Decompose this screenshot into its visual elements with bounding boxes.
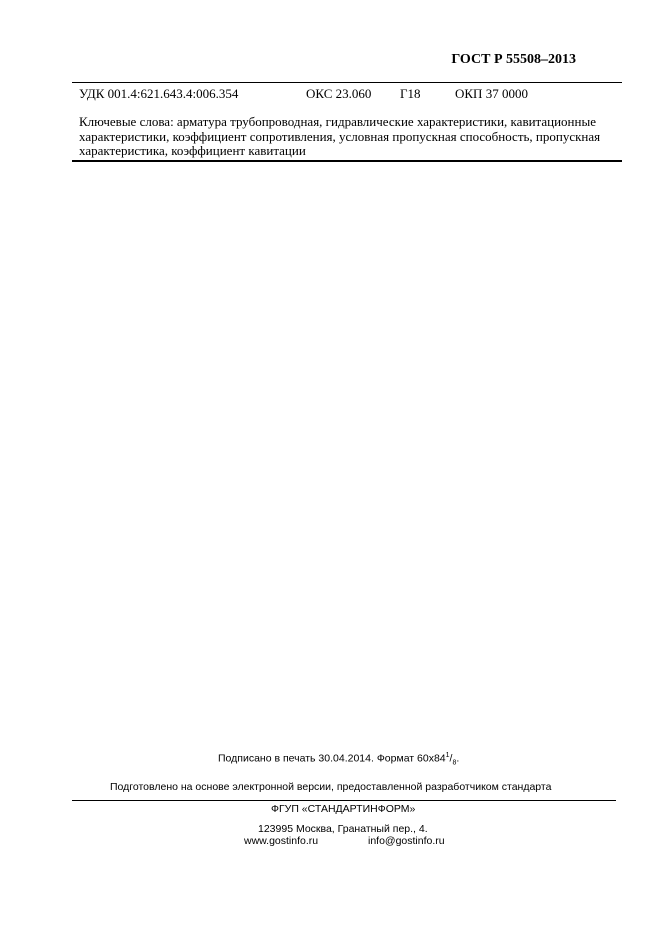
format-numerator: 1	[445, 752, 450, 759]
prepared-note: Подготовлено на основе электронной версии, предоставленной разработчиком стандарта	[110, 781, 552, 793]
udk-code: УДК 001.4:621.643.4:006.354	[79, 86, 239, 101]
keywords-line: характеристики, коэффициент сопротивления, условная пропускная способность, пропускная	[79, 128, 601, 144]
oks-code: ОКС 23.060	[306, 86, 372, 101]
signed-text: Подписано в печать 30.04.2014. Формат 60х84	[218, 752, 446, 765]
keywords-block	[79, 115, 619, 159]
keywords-divider	[72, 160, 622, 162]
signed-for-print: Подписано в печать 30.04.2014. Формат $60х84^1/_8$.	[218, 752, 460, 767]
group-code: Г18	[400, 86, 421, 101]
keywords-line: Ключевые слова: арматура трубопроводная, гидравлические характеристики, кавитационные	[79, 114, 596, 129]
format-denominator: 8	[452, 759, 457, 767]
keywords-line: характеристика, коэффициент кавитации	[79, 143, 306, 158]
publisher-name: ФГУП «СТАНДАРТИНФОРМ»	[271, 803, 416, 815]
document-number: ГОСТ Р 55508–2013	[451, 52, 576, 67]
top-divider	[72, 82, 622, 83]
publisher-address: 123995 Москва, Гранатный пер., 4.	[258, 823, 428, 835]
okp-code: ОКП 37 0000	[455, 86, 528, 101]
email-link[interactable]: info@gostinfo.ru	[368, 835, 445, 847]
website-link[interactable]: www.gostinfo.ru	[244, 835, 319, 847]
imprint-divider	[72, 800, 616, 801]
signed-suffix: .	[456, 752, 460, 765]
